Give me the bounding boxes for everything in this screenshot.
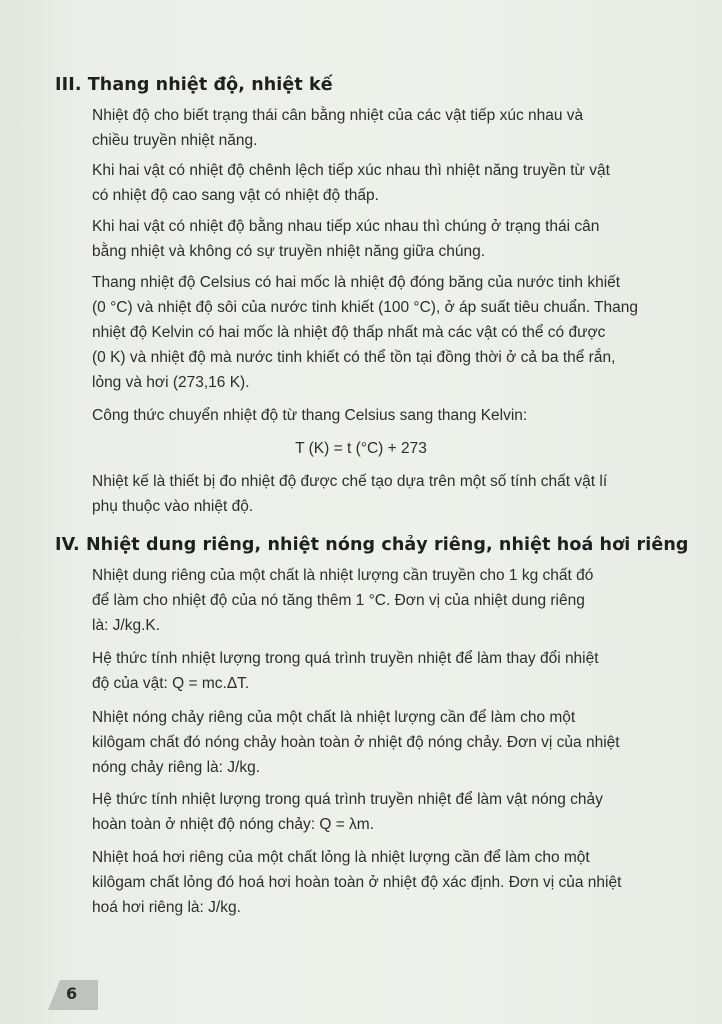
text-line: Khi hai vật có nhiệt độ bằng nhau tiếp xúc nhau thì chúng ở trạng thái cân bbox=[92, 218, 600, 235]
paragraph bbox=[92, 845, 677, 920]
text-line: Nhiệt nóng chảy riêng của một chất là nhiệt lượng cần để làm cho một bbox=[92, 709, 576, 726]
text-line: nóng chảy riêng là: J/kg. bbox=[92, 759, 261, 776]
text-line: là: J/kg.K. bbox=[92, 617, 161, 634]
paragraph bbox=[92, 103, 677, 153]
text-line: Nhiệt kế là thiết bị đo nhiệt độ được chế tạo dựa trên một số tính chất vật lí bbox=[92, 473, 608, 490]
text-line: chiều truyền nhiệt năng. bbox=[92, 132, 258, 149]
text-line: Nhiệt dung riêng của một chất là nhiệt lượng cần truyền cho 1 kg chất đó bbox=[92, 567, 594, 584]
section-3-heading: III. Thang nhiệt độ, nhiệt kế bbox=[55, 75, 333, 95]
section-4-heading: IV. Nhiệt dung riêng, nhiệt nóng chảy riêng, nhiệt hoá hơi riêng bbox=[55, 535, 689, 555]
paragraph bbox=[92, 787, 677, 837]
paragraph bbox=[92, 469, 677, 519]
text-line: độ của vật: Q = mc.ΔT. bbox=[92, 675, 250, 692]
text-line: kilôgam chất đó nóng chảy hoàn toàn ở nhiệt độ nóng chảy. Đơn vị của nhiệt bbox=[92, 734, 620, 751]
paragraph bbox=[92, 158, 677, 208]
text-line: nhiệt độ Kelvin có hai mốc là nhiệt độ thấp nhất mà các vật có thể có được bbox=[92, 324, 606, 341]
text-line: Nhiệt hoá hơi riêng của một chất lỏng là nhiệt lượng cần để làm cho một bbox=[92, 849, 590, 866]
paragraph bbox=[92, 646, 677, 696]
conversion-formula: T (K) = t (°C) + 273 bbox=[295, 440, 427, 457]
text-line: Hệ thức tính nhiệt lượng trong quá trình truyền nhiệt để làm thay đổi nhiệt bbox=[92, 650, 599, 667]
paragraph bbox=[92, 214, 677, 264]
text-line: kilôgam chất lỏng đó hoá hơi hoàn toàn ở nhiệt độ xác định. Đơn vị của nhiệt bbox=[92, 874, 622, 891]
text-line: Khi hai vật có nhiệt độ chênh lệch tiếp xúc nhau thì nhiệt năng truyền từ vật bbox=[92, 162, 610, 179]
text-line: Thang nhiệt độ Celsius có hai mốc là nhiệt độ đóng băng của nước tinh khiết bbox=[92, 274, 621, 291]
paragraph bbox=[92, 270, 677, 395]
paragraph bbox=[92, 705, 677, 780]
text-line: để làm cho nhiệt độ của nó tăng thêm 1 °C. Đơn vị của nhiệt dung riêng bbox=[92, 592, 585, 609]
text-line: bằng nhiệt và không có sự truyền nhiệt năng giữa chúng. bbox=[92, 243, 486, 260]
text-line: (0 K) và nhiệt độ mà nước tinh khiết có thể tồn tại đồng thời ở cả ba thể rắn, bbox=[92, 349, 616, 366]
page-number: 6 bbox=[66, 984, 78, 1003]
text-line: (0 °C) và nhiệt độ sôi của nước tinh khiết (100 °C), ở áp suất tiêu chuẩn. Thang bbox=[92, 299, 638, 316]
paragraph bbox=[92, 403, 677, 428]
text-line: hoá hơi riêng là: J/kg. bbox=[92, 899, 241, 916]
text-line: Hệ thức tính nhiệt lượng trong quá trình truyền nhiệt để làm vật nóng chảy bbox=[92, 791, 603, 808]
text-line: phụ thuộc vào nhiệt độ. bbox=[92, 498, 254, 515]
paragraph bbox=[92, 563, 677, 638]
text-line: Nhiệt độ cho biết trạng thái cân bằng nhiệt của các vật tiếp xúc nhau và bbox=[92, 107, 584, 124]
text-line: Công thức chuyển nhiệt độ từ thang Celsius sang thang Kelvin: bbox=[92, 407, 528, 424]
text-line: có nhiệt độ cao sang vật có nhiệt độ thấp. bbox=[92, 187, 379, 204]
text-line: hoàn toàn ở nhiệt độ nóng chảy: Q = λm. bbox=[92, 816, 375, 833]
text-line: lỏng và hơi (273,16 K). bbox=[92, 374, 250, 391]
